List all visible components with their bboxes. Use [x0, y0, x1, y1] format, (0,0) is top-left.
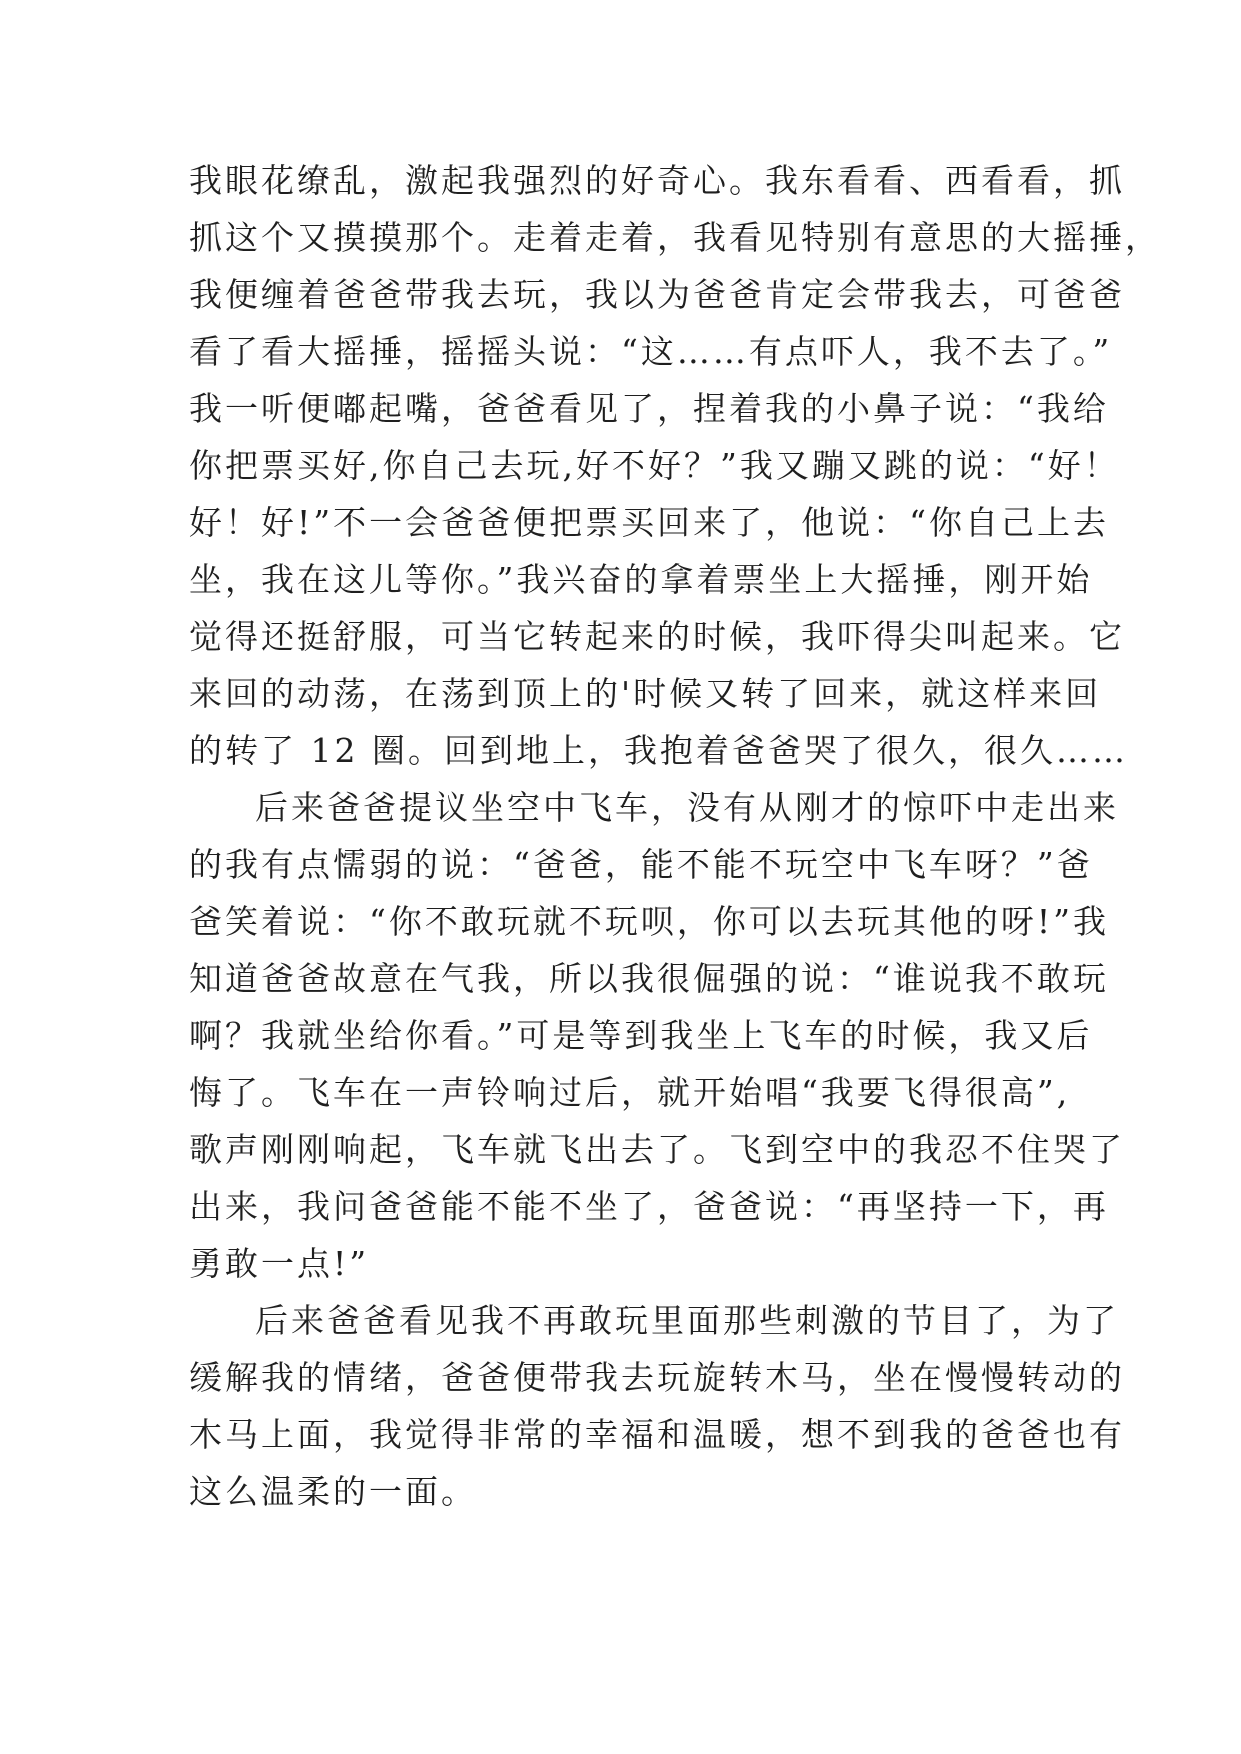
paragraph-1	[189, 152, 1161, 779]
text-line: 我一听便嘟起嘴，爸爸看见了，捏着我的小鼻子说：“我给	[189, 389, 1109, 428]
article-body	[189, 152, 1161, 1520]
text-line: 啊？我就坐给你看。”可是等到我坐上飞车的时候，我又后	[189, 1016, 1093, 1055]
text-line: 知道爸爸故意在气我，所以我很倔强的说：“谁说我不敢玩	[189, 959, 1109, 998]
text-line: 歌声刚刚响起，飞车就飞出去了。飞到空中的我忍不住哭了	[189, 1130, 1125, 1169]
text-line: 的转了 12 圈。回到地上，我抱着爸爸哭了很久，很久……	[189, 731, 1128, 770]
text-line: 我便缠着爸爸带我去玩，我以为爸爸肯定会带我去，可爸爸	[189, 275, 1125, 314]
text-line: 爸笑着说：“你不敢玩就不玩呗，你可以去玩其他的呀!”我	[189, 902, 1110, 941]
text-line: 你把票买好,你自己去玩,好不好？”我又蹦又跳的说：“好！	[189, 446, 1120, 485]
text-line: 来回的动荡，在荡到顶上的'时候又转了回来，就这样来回	[189, 674, 1102, 713]
text-line-indented: 后来爸爸看见我不再敢玩里面那些刺激的节目了，为了	[255, 1301, 1119, 1340]
text-line-indented: 后来爸爸提议坐空中飞车，没有从刚才的惊吓中走出来	[255, 788, 1119, 827]
text-line: 缓解我的情绪，爸爸便带我去玩旋转木马，坐在慢慢转动的	[189, 1358, 1125, 1397]
paragraph-2	[189, 779, 1125, 1292]
paragraph-3	[189, 1292, 1125, 1520]
text-line: 看了看大摇捶，摇摇头说：“这……有点吓人，我不去了。”	[189, 332, 1113, 371]
text-line: 抓这个又摸摸那个。走着走着，我看见特别有意思的大摇捶，	[189, 218, 1161, 257]
text-line: 我眼花缭乱，激起我强烈的好奇心。我东看看、西看看，抓	[189, 161, 1125, 200]
text-line: 的我有点懦弱的说：“爸爸，能不能不玩空中飞车呀？”爸	[189, 845, 1093, 884]
text-line: 木马上面，我觉得非常的幸福和温暖，想不到我的爸爸也有	[189, 1415, 1125, 1454]
text-line: 好！好!”不一会爸爸便把票买回来了，他说：“你自己上去	[189, 503, 1110, 542]
text-line: 出来，我问爸爸能不能不坐了，爸爸说：“再坚持一下，再	[189, 1187, 1109, 1226]
text-line: 悔了。飞车在一声铃响过后，就开始唱“我要飞得很高”,	[189, 1073, 1071, 1112]
text-line: 这么温柔的一面。	[189, 1472, 477, 1511]
text-line: 觉得还挺舒服，可当它转起来的时候，我吓得尖叫起来。它	[189, 617, 1125, 656]
text-line: 勇敢一点!”	[189, 1244, 370, 1283]
text-line: 坐，我在这儿等你。”我兴奋的拿着票坐上大摇捶，刚开始	[189, 560, 1093, 599]
